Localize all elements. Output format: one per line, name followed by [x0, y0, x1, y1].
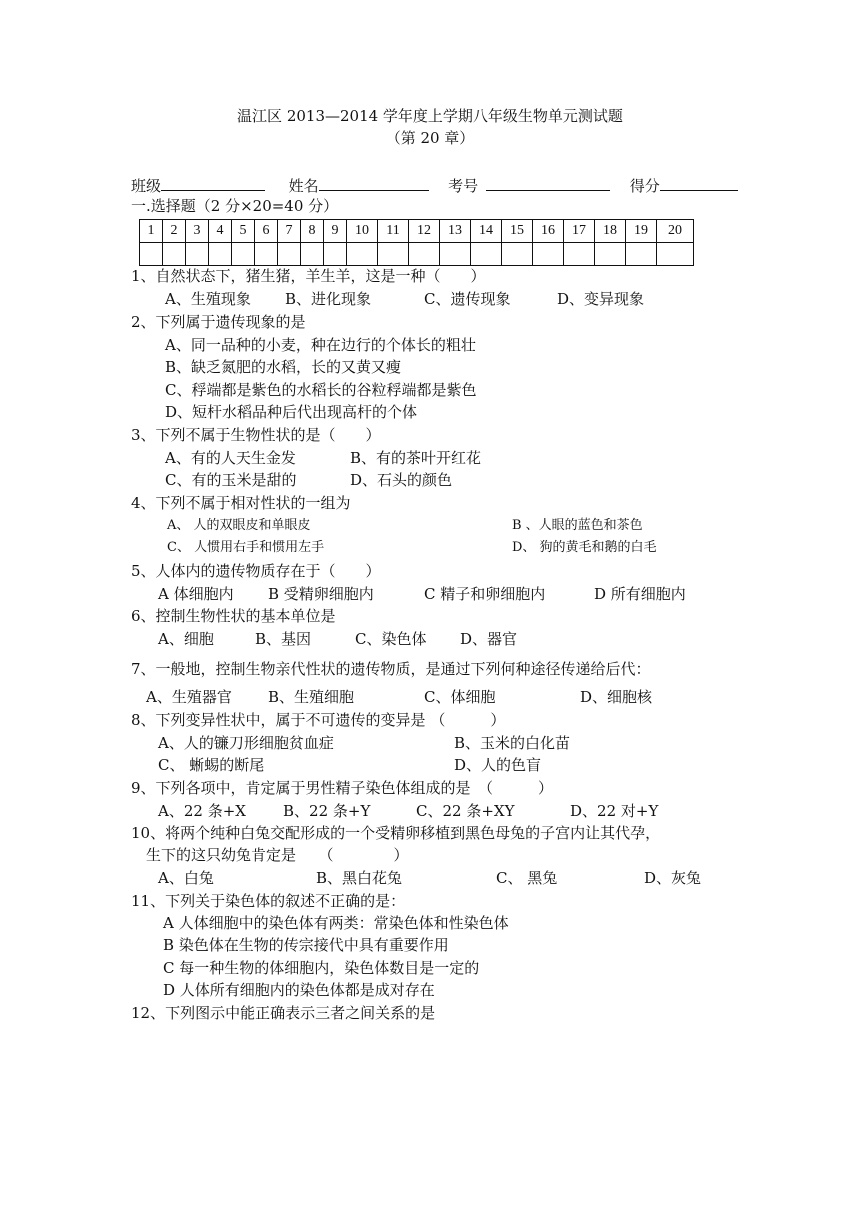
option[interactable]: D、人的色盲 — [454, 756, 542, 774]
option[interactable]: C、 蜥蜴的断尾 — [158, 756, 265, 774]
answer-cell[interactable] — [471, 243, 502, 266]
question-stem: 11、下列关于染色体的叙述不正确的是： — [131, 892, 406, 910]
option[interactable]: B 染色体在生物的传宗接代中具有重要作用 — [163, 936, 449, 954]
answer-number: 6 — [255, 220, 278, 243]
option[interactable]: A、生殖现象 — [165, 290, 251, 308]
option[interactable]: D、器官 — [460, 630, 518, 648]
option[interactable]: A、有的人天生金发 — [165, 449, 296, 467]
option[interactable]: D、变异现象 — [557, 290, 645, 308]
answer-number: 5 — [232, 220, 255, 243]
answer-cell[interactable] — [378, 243, 409, 266]
option[interactable]: A、人的镰刀形细胞贫血症 — [158, 734, 334, 752]
name-label: 姓名 — [288, 177, 319, 195]
option[interactable]: C、22 条+XY — [416, 802, 515, 820]
page-subtitle: （第 20 章） — [385, 129, 475, 147]
score-field[interactable] — [660, 174, 738, 191]
question-stem: 12、下列图示中能正确表示三者之间关系的是 — [131, 1004, 436, 1022]
answer-number: 14 — [471, 220, 502, 243]
option[interactable]: C 每一种生物的体细胞内，染色体数目是一定的 — [163, 959, 480, 977]
answer-cell[interactable] — [232, 243, 255, 266]
answer-table-number-row — [140, 220, 694, 243]
answer-cell[interactable] — [595, 243, 626, 266]
answer-cell[interactable] — [409, 243, 440, 266]
option[interactable]: D 人体所有细胞内的染色体都是成对存在 — [163, 981, 435, 999]
answer-cell[interactable] — [564, 243, 595, 266]
answer-cell[interactable] — [278, 243, 301, 266]
option[interactable]: A、同一品种的小麦，种在边行的个体长的粗壮 — [165, 336, 476, 354]
option[interactable]: B、生殖细胞 — [268, 688, 355, 706]
option[interactable]: C、遗传现象 — [424, 290, 511, 308]
answer-number: 9 — [324, 220, 347, 243]
option[interactable]: B、有的茶叶开红花 — [350, 449, 482, 467]
answer-cell[interactable] — [301, 243, 324, 266]
option[interactable]: A、 人的双眼皮和单眼皮 — [167, 518, 311, 533]
option[interactable]: B 、人眼的蓝色和茶色 — [512, 518, 643, 533]
option[interactable]: A 体细胞内 — [158, 585, 234, 603]
answer-number: 15 — [502, 220, 533, 243]
score-label: 得分 — [629, 177, 660, 195]
answer-number: 13 — [440, 220, 471, 243]
answer-number: 20 — [657, 220, 694, 243]
answer-table — [139, 219, 694, 266]
option[interactable]: B、进化现象 — [285, 290, 372, 308]
question-stem: 8、下列变异性状中，属于不可遗传的变异是 （ ） — [131, 711, 506, 729]
option[interactable]: A、生殖器官 — [146, 688, 232, 706]
option[interactable]: B、玉米的白化苗 — [454, 734, 571, 752]
answer-cell[interactable] — [255, 243, 278, 266]
answer-cell[interactable] — [440, 243, 471, 266]
answer-number: 11 — [378, 220, 409, 243]
exam-no-field[interactable] — [486, 174, 610, 191]
answer-cell[interactable] — [502, 243, 533, 266]
option[interactable]: A、22 条+X — [158, 802, 246, 820]
option[interactable]: D、 狗的黄毛和鹅的白毛 — [512, 540, 657, 555]
question-stem: 1、自然状态下，猪生猪，羊生羊，这是一种（ ） — [131, 267, 486, 285]
answer-cell[interactable] — [324, 243, 347, 266]
question-stem: 2、下列属于遗传现象的是 — [131, 313, 306, 331]
option[interactable]: B、基因 — [255, 630, 312, 648]
option[interactable]: C、 人惯用右手和惯用左手 — [167, 540, 325, 555]
answer-cell[interactable] — [186, 243, 209, 266]
answer-number: 3 — [186, 220, 209, 243]
answer-cell[interactable] — [657, 243, 694, 266]
option[interactable]: C、有的玉米是甜的 — [165, 471, 297, 489]
answer-number: 1 — [140, 220, 163, 243]
answer-number: 4 — [209, 220, 232, 243]
option[interactable]: D、22 对+Y — [570, 802, 659, 820]
option[interactable]: A、白兔 — [158, 869, 214, 887]
answer-cell[interactable] — [347, 243, 378, 266]
option[interactable]: C、 黑兔 — [496, 869, 558, 887]
option[interactable]: C 精子和卵细胞内 — [424, 585, 546, 603]
answer-number: 10 — [347, 220, 378, 243]
option[interactable]: B 受精卵细胞内 — [268, 585, 374, 603]
option[interactable]: C、体细胞 — [424, 688, 496, 706]
option[interactable]: C、染色体 — [355, 630, 427, 648]
class-label: 班级 — [131, 177, 162, 195]
answer-cell[interactable] — [140, 243, 163, 266]
question-stem-continued: 生下的这只幼兔肯定是 （ ） — [146, 846, 409, 864]
option[interactable]: B、缺乏氮肥的水稻，长的又黄又瘦 — [165, 358, 402, 376]
answer-number: 17 — [564, 220, 595, 243]
answer-cell[interactable] — [163, 243, 186, 266]
option[interactable]: D、短杆水稻品种后代出现高杆的个体 — [165, 403, 418, 421]
option[interactable]: D、灰兔 — [644, 869, 702, 887]
question-stem: 3、下列不属于生物性状的是（ ） — [131, 426, 381, 444]
question-stem: 7、一般地，控制生物亲代性状的遗传物质，是通过下列何种途径传递给后代： — [131, 660, 651, 678]
answer-number: 7 — [278, 220, 301, 243]
answer-number: 16 — [533, 220, 564, 243]
answer-cell[interactable] — [533, 243, 564, 266]
option[interactable]: A 人体细胞中的染色体有两类：常染色体和性染色体 — [163, 914, 509, 932]
option[interactable]: D、细胞核 — [580, 688, 653, 706]
option[interactable]: D、石头的颜色 — [350, 471, 453, 489]
answer-cell[interactable] — [626, 243, 657, 266]
question-stem: 4、下列不属于相对性状的一组为 — [131, 494, 351, 512]
answer-table-blank-row — [140, 243, 694, 266]
answer-number: 12 — [409, 220, 440, 243]
answer-number: 8 — [301, 220, 324, 243]
question-stem: 6、控制生物性状的基本单位是 — [131, 607, 336, 625]
question-stem: 10、将两个纯种白兔交配形成的一个受精卵移植到黑色母兔的子宫内让其代孕， — [131, 824, 661, 842]
option[interactable]: C、稃端都是紫色的水稻长的谷粒稃端都是紫色 — [165, 381, 477, 399]
option[interactable]: A、细胞 — [158, 630, 214, 648]
name-field[interactable] — [319, 174, 429, 191]
question-stem: 9、下列各项中，肯定属于男性精子染色体组成的是 （ ） — [131, 779, 554, 797]
answer-number: 19 — [626, 220, 657, 243]
exam-no-label: 考号 — [448, 177, 479, 195]
answer-number: 2 — [163, 220, 186, 243]
answer-number: 18 — [595, 220, 626, 243]
question-stem: 5、人体内的遗传物质存在于（ ） — [131, 562, 381, 580]
class-field[interactable] — [161, 174, 265, 191]
page-title: 温江区 2013—2014 学年度上学期八年级生物单元测试题 — [237, 107, 623, 125]
info-line — [131, 174, 738, 196]
section-heading: 一.选择题（2 分×20=40 分） — [131, 197, 339, 215]
option[interactable]: B、22 条+Y — [283, 802, 371, 820]
option[interactable]: D 所有细胞内 — [594, 585, 686, 603]
option[interactable]: B、黑白花兔 — [316, 869, 403, 887]
answer-cell[interactable] — [209, 243, 232, 266]
